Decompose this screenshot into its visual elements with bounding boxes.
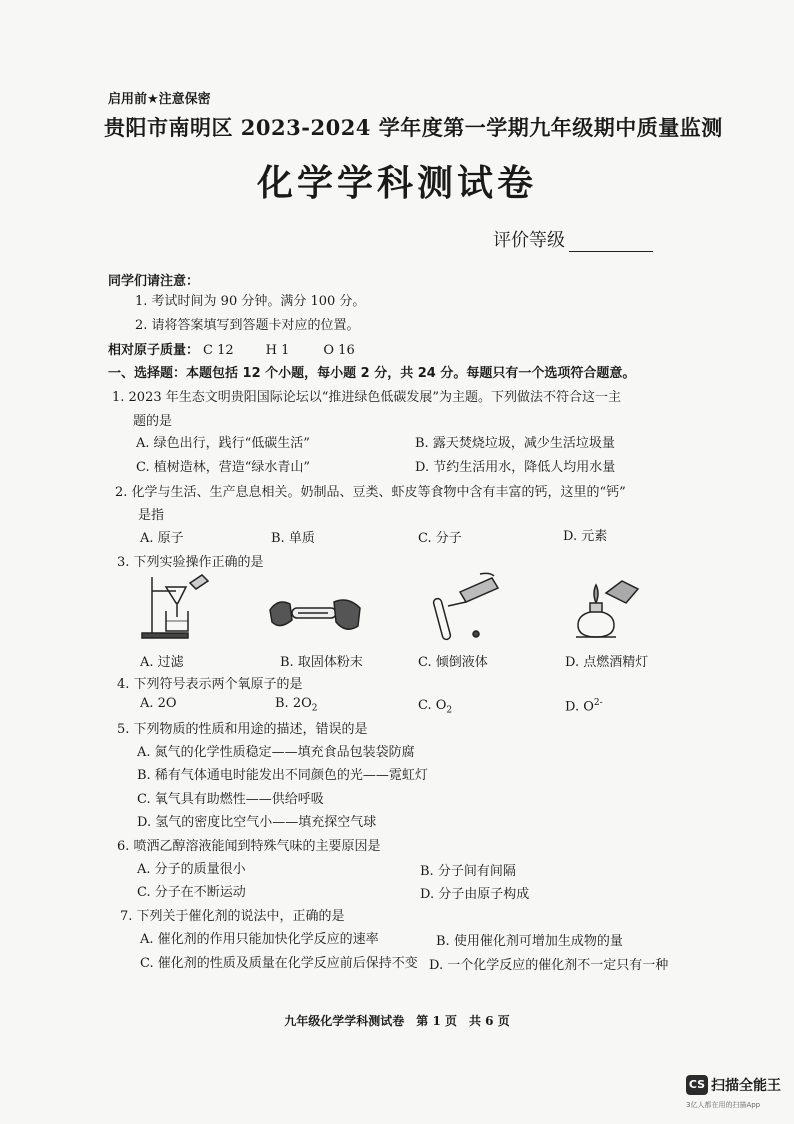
option-b-subscript: 2 — [311, 703, 318, 714]
notice-item: 2. 请将答案填写到答题卡对应的位置。 — [135, 318, 360, 333]
option-d: D. 分子由原子构成 — [420, 887, 530, 902]
option-d-main: D. O — [565, 699, 594, 715]
question-stem: 3. 下列实验操作正确的是 — [117, 555, 264, 570]
grade-label: 评价等级 — [493, 230, 565, 251]
option-a: A. 催化剂的作用只能加快化学反应的速率 — [140, 932, 379, 947]
option-a: A. 氮气的化学性质稳定——填充食品包装袋防腐 — [137, 745, 415, 760]
question-stem: 5. 下列物质的性质和用途的描述，错误的是 — [117, 722, 368, 737]
atomic-mass-line — [108, 339, 355, 358]
option-d-superscript: 2- — [593, 698, 603, 708]
page-footer: 九年级化学学科测试卷 第 1 页 共 6 页 — [284, 1014, 510, 1028]
question-stem: 7. 下列关于催化剂的说法中，正确的是 — [120, 909, 345, 924]
filtration-illustration — [138, 573, 218, 641]
grade-field — [493, 226, 653, 252]
notice-item: 1. 考试时间为 90 分钟。满分 100 分。 — [135, 294, 366, 309]
option-c: C. 催化剂的性质及质量在化学反应前后保持不变 — [140, 956, 418, 971]
atomic-mass-c: C 12 — [203, 343, 234, 358]
option-b — [275, 696, 317, 714]
option-b: B. 露天焚烧垃圾，减少生活垃圾量 — [415, 436, 615, 451]
section-heading: 一、选择题：本题包括 12 个小题，每小题 2 分，共 24 分。每题只有一个选项符合题意。 — [108, 366, 636, 381]
option-c: C. 倾倒液体 — [418, 655, 488, 670]
option-d: D. 一个化学反应的催化剂不一定只有一种 — [429, 958, 669, 973]
option-b: B. 分子间有间隔 — [420, 864, 516, 879]
grade-blank — [569, 235, 653, 252]
atomic-mass-label: 相对原子质量： — [108, 343, 200, 358]
pouring-illustration — [420, 572, 510, 646]
page-title: 化学学科测试卷 — [256, 162, 537, 204]
alcohol-lamp-illustration — [566, 575, 646, 645]
option-a: A. 原子 — [140, 531, 184, 546]
option-b: B. 单质 — [271, 531, 315, 546]
option-a: A. 过滤 — [140, 655, 184, 670]
option-d: D. 元素 — [563, 529, 608, 544]
option-b: B. 稀有气体通电时能发出不同颜色的光——霓虹灯 — [137, 768, 428, 783]
option-d: D. 节约生活用水，降低人均用水量 — [415, 460, 616, 475]
question-stem: 6. 喷洒乙醇溶液能闻到特殊气味的主要原因是 — [117, 839, 381, 854]
scanner-name: 扫描全能王 — [711, 1077, 781, 1094]
option-c-main: C. O — [418, 698, 447, 713]
question-stem: 1. 2023 年生态文明贵阳国际论坛以“推进绿色低碳发展”为主题。下列做法不符合这一主 — [112, 390, 622, 405]
powder-illustration — [268, 590, 364, 638]
option-c: C. 氧气具有助燃性——供给呼吸 — [137, 792, 324, 807]
atomic-mass-h: H 1 — [265, 343, 290, 358]
option-d: D. 点燃酒精灯 — [565, 655, 649, 670]
option-c: C. 分子在不断运动 — [137, 885, 246, 900]
question-stem: 2. 化学与生活、生产息息相关。奶制品、豆类、虾皮等食物中含有丰富的钙，这里的“钙” — [115, 485, 626, 500]
option-c — [418, 698, 452, 716]
exam-subtitle: 贵阳市南明区 2023-2024 学年度第一学期九年级期中质量监测 — [104, 115, 723, 140]
option-b: B. 取固体粉末 — [280, 655, 363, 670]
scanner-tagline: 3亿人都在用的扫描App — [686, 1101, 761, 1109]
option-c: C. 植树造林，营造“绿水青山” — [136, 460, 311, 475]
scanner-watermark — [686, 1074, 781, 1109]
option-c-subscript: 2 — [446, 705, 453, 716]
option-a: A. 分子的质量很小 — [137, 862, 246, 877]
question-stem: 4. 下列符号表示两个氧原子的是 — [117, 677, 303, 692]
confidential-label: 启用前★注意保密 — [108, 92, 211, 107]
question-stem-cont: 是指 — [138, 508, 165, 523]
atomic-mass-o: O 16 — [323, 343, 355, 358]
option-d: D. 氢气的密度比空气小——填充探空气球 — [137, 815, 377, 830]
option-b-main: B. 2O — [275, 696, 312, 711]
option-a: A. 绿色出行，践行“低碳生活” — [136, 436, 310, 451]
question-stem-cont: 题的是 — [133, 414, 173, 429]
option-b: B. 使用催化剂可增加生成物的量 — [436, 934, 623, 949]
option-c: C. 分子 — [418, 531, 462, 546]
option-a: A. 2O — [140, 696, 177, 711]
option-d — [565, 698, 603, 714]
notice-title: 同学们请注意： — [108, 274, 200, 289]
scanner-logo-icon: CS — [686, 1075, 708, 1095]
